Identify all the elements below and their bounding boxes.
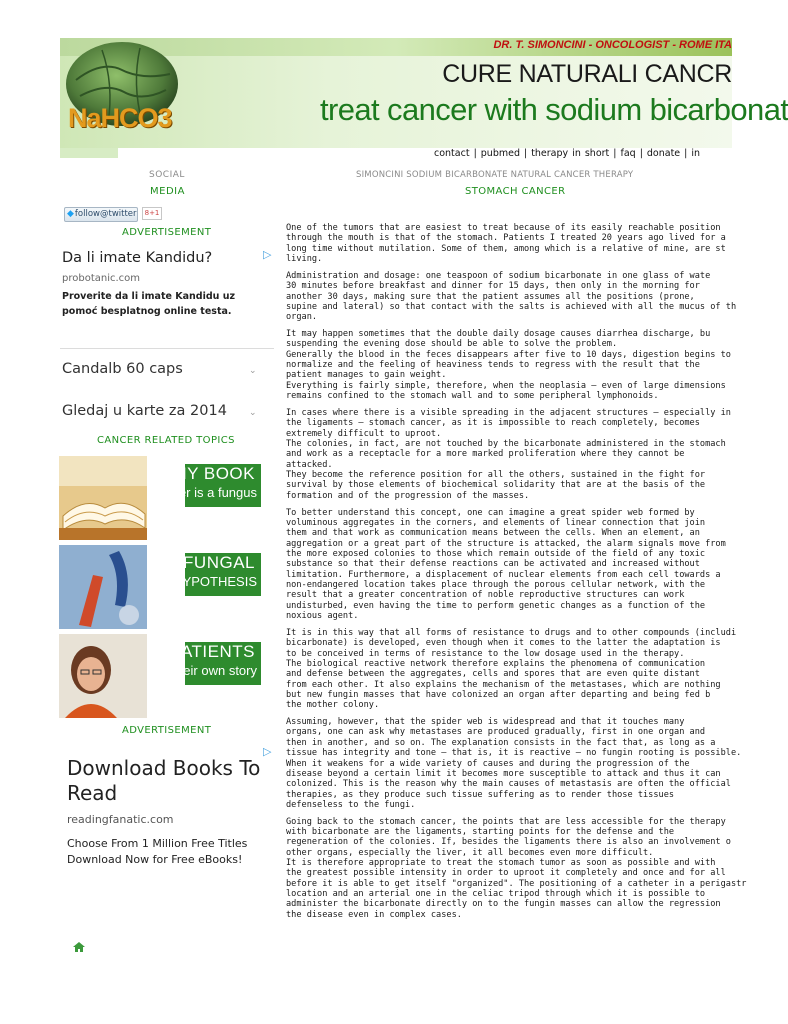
- social-title: SOCIAL: [149, 170, 185, 180]
- breadcrumb[interactable]: SIMONCINI SODIUM BICARBONATE NATURAL CANCER THERAPY: [356, 170, 634, 180]
- book-image: [59, 456, 147, 540]
- promo-patients[interactable]: [59, 634, 261, 718]
- ad-title[interactable]: Download Books To Read: [67, 756, 261, 805]
- promo-small-text: tell their own story: [152, 663, 257, 678]
- promo-small-text: HYPOTHESIS: [173, 574, 257, 589]
- article-paragraph: One of the tumors that are easiest to treat because of its easily reachable position through the mouth is that of the stomach. Patients I treated 20 years ago lived for a long time without mutilation. Some of them, among which is a relative of mine, are st living.: [286, 223, 726, 265]
- adchoices-icon[interactable]: ▷: [263, 248, 272, 261]
- promo-big-text: FUNGAL: [183, 553, 255, 572]
- article-paragraph: It may happen sometimes that the double daily dosage causes diarrhea discharge, bu suspending the evening dose should be able to solve the problem. Generally the blood in the feces disappears after five to 10 days, digestion begins to normalize and the feeling of heaviness tends to regress with the result that the patient manages to gain weight. Everything is fairly simple, therefore, when the neoplasia – even of large dimensions remains confined to the stomach wall and to some peripheral lymphonoids.: [286, 329, 731, 402]
- nav-therapy-in-short[interactable]: therapy in short: [531, 148, 610, 159]
- nav-in[interactable]: in: [691, 148, 701, 159]
- article-paragraph: To better understand this concept, one can imagine a great spider web formed by voluminous aggregates in the corners, and elements of linear connection that join them and that work as communication means between the cells. When an element, an aggregation or a great part of the structure is attacked, the alarm signals move from the more exposed colonies to those which remain outside of the field of any toxic substance so that their defense reactions can be activated and increased without limitation. Furthermore, a displacement of nuclear elements from each cell towards a non-endangered location takes place through the porous cellular network, with the result that a greater concentration of noble reproductive structures can work undisturbed, even having the time to perform genetic changes as a function of the noxious agent.: [286, 507, 726, 622]
- divider: [60, 348, 274, 349]
- ad-url[interactable]: probotanic.com: [62, 273, 141, 284]
- twitter-bird-icon: ◆: [67, 209, 74, 219]
- patient-photo: [59, 634, 147, 718]
- promo-fungal-hypothesis[interactable]: [59, 545, 261, 629]
- promo-my-book[interactable]: [59, 456, 261, 540]
- social-media-title: MEDIA: [150, 186, 185, 197]
- promo-big-text: MY BOOK: [172, 464, 255, 483]
- nav-donate[interactable]: donate: [646, 148, 681, 159]
- microscope-image: [59, 545, 147, 629]
- article-paragraph: Going back to the stomach cancer, the points that are less accessible for the therapy with bicarbonate are the ligaments, starting points for the defense and the regeneration of the colonies. If, besides the ligaments there is also an involvement o other organs, especially the liver, it all becomes even more difficult. It is therefore appropriate to treat the stomach tumor as soon as possible and with the greatest possible intensity in order to uproot it completely and once and for all before it is able to get itself "organized". The positioning of a catheter in a perigastr location and an arterial one in the celiac tripod through which it is possible to administer the bicarbonate directly on to the fungin masses can allow the regression the disease even in complex cases.: [286, 816, 747, 920]
- chevron-down-icon: ⌄: [249, 408, 257, 418]
- promo-big-text: PATIENTS: [170, 642, 255, 661]
- twitter-follow-label: follow@twitter: [74, 209, 137, 219]
- advertisement-label: ADVERTISEMENT: [122, 227, 212, 238]
- home-icon[interactable]: [72, 941, 86, 953]
- site-tagline: treat cancer with sodium bicarbonat: [320, 92, 788, 127]
- nav-contact[interactable]: contact: [434, 148, 470, 159]
- ad-link-karte[interactable]: Gledaj u karte za 2014: [62, 403, 227, 419]
- related-topics-title: CANCER RELATED TOPICS: [97, 435, 235, 446]
- article-paragraph: Administration and dosage: one teaspoon of sodium bicarbonate in one glass of wate 30 minutes before breakfast and dinner for 15 days, then only in the morning for another 30 days, making sure that the patient assumes all the positions (prone, supine and lateral) so that contact with the salts is achieved with all the mucus of th organ.: [286, 270, 737, 323]
- nav-pubmed[interactable]: pubmed: [480, 148, 520, 159]
- chevron-down-icon: ⌄: [249, 366, 257, 376]
- ad-title[interactable]: Da li imate Kandidu?: [62, 250, 213, 266]
- article-paragraph: It is in this way that all forms of resistance to drugs and to other compounds (includi bicarbonate) is developed, even though when it comes to the latter the adaptation is to be conceived in terms of resistance to the low dosage used in the therapy. The biological reactive network therefore explains the phenomena of communication and defense between the aggregates, cells and spores that are even quite distant from each other. It also explains the mechanism of the metastases, which are nothing but new fungin masses that have colonized an organ after departing and being fed b the mother colony.: [286, 627, 737, 711]
- top-nav: contact | pubmed | therapy in short | faq | donate | in: [434, 148, 701, 159]
- banner-foot: [60, 148, 118, 158]
- ad-description[interactable]: Choose From 1 Million Free Titles Download Now for Free eBooks!: [67, 837, 248, 866]
- article-paragraph: Assuming, however, that the spider web is widespread and that it touches many organs, one can ask why metastases are produced gradually, first in one organ and then in another, and so on. The explanation consists in the fact that, as long as a tissue has integrity and tone – that is, it is reactive – no fungin rooting is possible. When it weakens for a wide variety of causes and during the progression of the disease beyond a certain limit it becomes more susceptible to attack and thus it can colonized. This is the reason why the main causes of metastasis are often the official therapies, as they produce such tissue suffering as to render those tissues defenseless to the fungi.: [286, 717, 742, 810]
- ad-url[interactable]: readingfanatic.com: [67, 813, 174, 826]
- advertisement-label: ADVERTISEMENT: [122, 725, 212, 736]
- logo-text[interactable]: NaHCO3: [68, 103, 172, 133]
- article-body: [286, 223, 747, 923]
- google-plus-button[interactable]: 8+1: [142, 207, 162, 220]
- adchoices-icon[interactable]: ▷: [263, 745, 272, 758]
- page-title: STOMACH CANCER: [465, 186, 566, 197]
- promo-small-text: cancer is a fungus: [151, 485, 257, 500]
- site-title: CURE NATURALI CANCR: [442, 60, 732, 88]
- twitter-follow-button[interactable]: [64, 207, 138, 222]
- article-paragraph: In cases where there is a visible spreading in the adjacent structures – especially in the ligaments – stomach cancer, as it is impossible to reach completely, becomes extremely difficult to uproot. The colonies, in fact, are not touched by the bicarbonate administered in the stomach and work as a receptacle for a more marked proliferation where they cannot be attacked. They become the reference position for all the others, sustained in the fight for survival by those elements of biochemical solidarity that are at the basis of the formation and of the progression of the masses.: [286, 408, 731, 501]
- ad-description[interactable]: Proverite da li imate Kandidu uz pomoć besplatnog online testa.: [62, 291, 235, 317]
- doctor-line: DR. T. SIMONCINI - ONCOLOGIST - ROME ITA: [493, 39, 732, 51]
- ad-link-candalb[interactable]: Candalb 60 caps: [62, 361, 183, 377]
- nav-faq[interactable]: faq: [620, 148, 636, 159]
